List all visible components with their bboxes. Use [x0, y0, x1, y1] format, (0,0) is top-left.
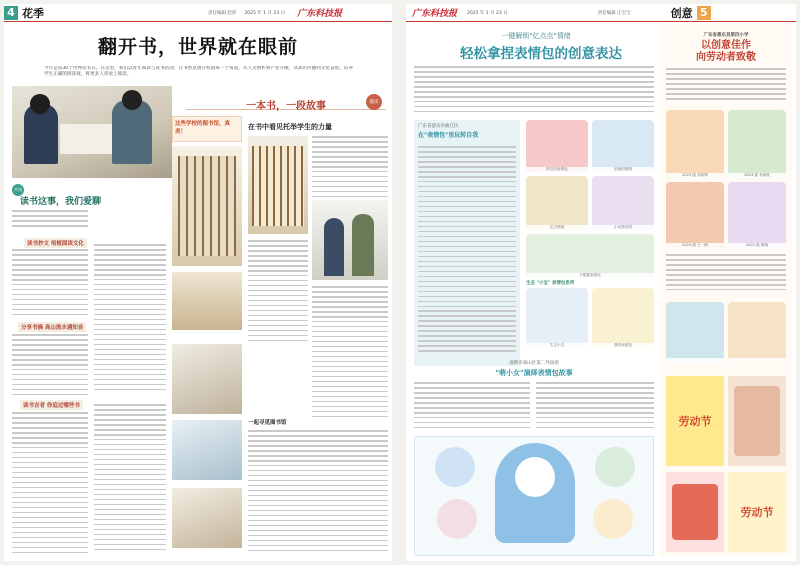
headline-left: 翻开书，世界就在眼前 — [97, 36, 298, 58]
mid-article-title: 在书中看见托举学生的力量 — [248, 122, 332, 131]
mid-text-4 — [248, 430, 388, 558]
labor-poster-3 — [666, 472, 724, 552]
brand-right: 广东科技报 — [412, 9, 458, 19]
library-photo-5 — [172, 488, 242, 548]
labor-poster-1 — [666, 376, 724, 466]
talk-title: 读书这事，我们爱聊 — [20, 197, 102, 207]
col-text-5 — [94, 404, 166, 558]
sticker-sheet — [414, 436, 654, 556]
header-date-right: 2025 年 1 月 23 日 — [467, 10, 508, 16]
labor-art-5 — [666, 302, 724, 362]
students-reading-photo — [12, 86, 172, 178]
ill-2: 呆萌的情绪 — [592, 120, 654, 172]
subhead-3: 读书言者 你追过哪些书 — [20, 400, 83, 410]
col-text-3 — [12, 412, 88, 558]
bottom-title: "萌小女"演绎表情包故事 — [495, 369, 573, 377]
ill-1: 阿宝的表情包 — [526, 120, 588, 172]
labor-art-2: 2023 级 李雨萱 — [728, 110, 786, 178]
library-photo-4 — [172, 420, 242, 480]
talk-text — [12, 210, 88, 230]
bottom-school: 深圳市南山区第二外国语 — [509, 361, 559, 366]
talk-box — [12, 184, 102, 232]
right-header — [406, 4, 796, 22]
labor-poster-4 — [728, 472, 786, 552]
lead-left: 今年是第30个世界读书日。在这里，我们以青年阅读与读书活动，让书香氛围在校园每一个角落，从人文情怀到产业升级，从知识传播到文化奋进，培养学生正确的阅读观，将更多人喜欢上阅读。 — [44, 66, 354, 77]
section-title-left: 花季 — [22, 6, 44, 20]
labor-column — [660, 24, 792, 556]
banner-title: 一本书，一段故事 — [246, 101, 326, 112]
subhead-1: 读书抄文 培植阅读文化 — [24, 238, 87, 248]
ill-4: 小动物乐园 — [592, 176, 654, 230]
col-text-2 — [12, 334, 88, 399]
labor-text — [666, 68, 786, 106]
library-photo-3 — [172, 344, 242, 414]
labor-art-4: 2022 级 陈晓 — [728, 182, 786, 248]
library-callout — [172, 116, 242, 142]
left-page — [4, 4, 392, 561]
story-banner — [186, 96, 386, 110]
library-photo-2 — [172, 272, 242, 330]
intro-text-right — [414, 66, 654, 118]
page-number-left: 4 — [4, 6, 18, 20]
labor-art-1: 2023 级 刘伟锋 — [666, 110, 724, 178]
library-photo-1 — [172, 146, 242, 266]
ill-5: 小熊猫表情包 — [526, 234, 654, 278]
card-school: 广东省韶关市曲江区 — [418, 124, 459, 129]
subhead-2: 分享书摘 高山流水遇知音 — [18, 322, 86, 332]
col-text-4 — [94, 244, 166, 394]
ill-6: 生态小宝 — [526, 288, 588, 348]
emoji-card-left — [414, 120, 520, 366]
header-editor-right: 责任编辑 庄宝宝 — [597, 10, 631, 16]
header-editor-left: 责任编辑 赵萍 — [208, 10, 237, 16]
labor-title: 以创意佳作 向劳动者致敬 — [696, 40, 756, 63]
card-title: 在"表情包"里玩转自我 — [418, 132, 479, 139]
section-title-right: 创意 — [670, 6, 693, 20]
library-callout-title: 这些学校的图书馆，真美！ — [175, 121, 231, 135]
mid-article — [248, 122, 388, 132]
labor-poster-4-text: 劳动节 — [740, 506, 774, 519]
headline-right: 轻松拿捏表情包的创意表达 — [460, 46, 622, 62]
labor-poster-2 — [728, 376, 786, 466]
mid-text-2 — [248, 240, 308, 350]
shelf-photo — [248, 136, 308, 234]
header-date-left: 2025 年 1 月 23 日 — [244, 10, 286, 16]
card-text — [418, 146, 516, 358]
bottom-text-2 — [536, 382, 654, 434]
ill-7: 我的表情包 — [592, 288, 654, 348]
kicker: 一键解锁"亿点点"情绪 — [501, 32, 571, 40]
col-text-1 — [12, 249, 88, 319]
mid-text-3 — [312, 286, 388, 426]
right-page — [406, 4, 796, 561]
labor-text-2 — [666, 254, 786, 298]
sub4-head: 一起寻觅图书馆 — [248, 420, 287, 426]
labor-art-3: 2023 级 王一帆 — [666, 182, 724, 248]
labor-school: 广东省惠东县第四小学 — [703, 33, 749, 38]
brand-left: 广东科技报 — [297, 9, 343, 19]
left-header — [4, 4, 392, 22]
mid-label: 生态 "小宝" 表情包系列 — [526, 281, 575, 286]
ill-3: 亿点情绪 — [526, 176, 588, 230]
talk-badge: 共读 — [12, 184, 24, 196]
labor-art-6 — [728, 302, 786, 362]
banner-badge: 趣读 — [366, 94, 382, 110]
teachers-photo — [312, 200, 388, 280]
page-number-right: 5 — [697, 6, 711, 20]
labor-poster-1-text: 劳动节 — [678, 415, 712, 428]
bottom-text-1 — [414, 382, 530, 434]
